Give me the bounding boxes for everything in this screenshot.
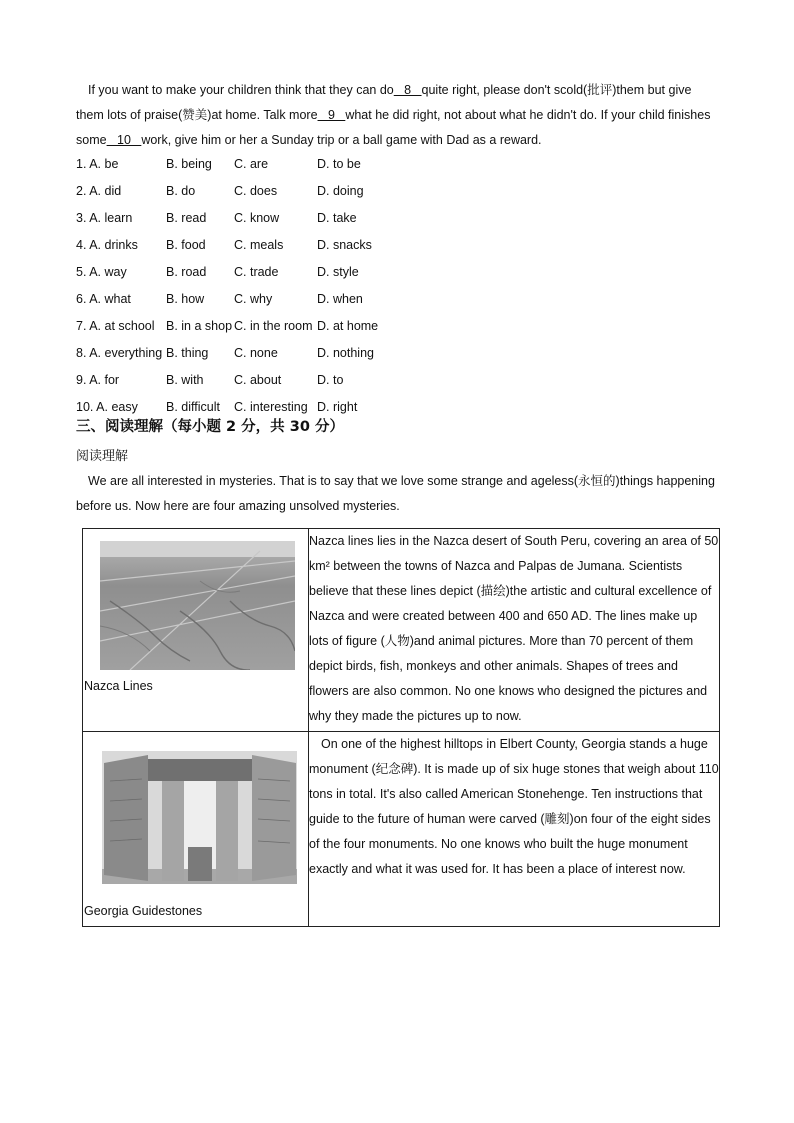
option-d: D. at home: [317, 319, 379, 333]
option-c: C. none: [234, 346, 278, 360]
option-a: 10. A. easy: [76, 400, 138, 414]
option-d: D. doing: [317, 184, 364, 198]
option-c: C. does: [234, 184, 278, 198]
option-d: D. snacks: [317, 238, 372, 252]
reading-intro: We are all interested in mysteries. That is to say that we love some strange and ageless(永恒的)things happening before us. Now here are four amazing unsolved mysteries.: [76, 474, 715, 513]
option-b: B. road: [166, 265, 207, 279]
option-d: D. to: [317, 373, 344, 387]
blank-10: 10: [106, 133, 142, 147]
passage-text: quite right, please don't scold(批评)them but give them lots of praise(赞美)at home. Talk more: [76, 83, 692, 122]
option-b: B. read: [166, 211, 207, 225]
passage-text: what he did right, not about what he didn't do. If your child finishes some: [76, 108, 711, 147]
option-row: [76, 264, 721, 291]
nazca-lines-image: [100, 541, 295, 670]
option-b: B. food: [166, 238, 206, 252]
cloze-passage-end: [76, 78, 721, 153]
option-row: [76, 183, 721, 210]
option-row: [76, 156, 721, 183]
option-c: C. interesting: [234, 400, 308, 414]
option-b: B. how: [166, 292, 205, 306]
table-row: [83, 732, 720, 927]
option-c: C. about: [234, 373, 282, 387]
option-row: [76, 345, 721, 372]
option-a: 7. A. at school: [76, 319, 155, 333]
option-a: 5. A. way: [76, 265, 127, 279]
option-c: C. in the room: [234, 319, 313, 333]
image-cell: [83, 732, 309, 927]
mystery-text: On one of the highest hilltops in Elbert County, Georgia stands a huge monument (纪念碑). It is made up of six huge stones that weigh about 110 tons in total. It's also called American Stonehenge. Ten instructions that guide to the future of human were carved (雕刻)on four of the eight sides of the four monuments. No one knows who built the huge monument exactly and what it was used for. It has been a place of interest now.: [309, 732, 720, 927]
option-row: [76, 318, 721, 345]
mysteries-table: [82, 528, 720, 927]
passage-text: If you want to make your children think that they can do: [88, 83, 394, 97]
option-d: D. right: [317, 400, 358, 414]
image-cell: [83, 529, 309, 732]
section-heading: 三、阅读理解（每小题 2 分，共 30 分）: [76, 419, 344, 435]
option-a: 2. A. did: [76, 184, 122, 198]
option-b: B. thing: [166, 346, 209, 360]
option-c: C. meals: [234, 238, 284, 252]
option-d: D. to be: [317, 157, 361, 171]
option-c: C. trade: [234, 265, 279, 279]
passage-text: work, give him or her a Sunday trip or a ball game with Dad as a reward.: [141, 133, 542, 147]
option-a: 3. A. learn: [76, 211, 133, 225]
option-b: B. do: [166, 184, 196, 198]
option-b: B. being: [166, 157, 212, 171]
option-d: D. take: [317, 211, 357, 225]
option-b: B. difficult: [166, 400, 220, 414]
option-row: [76, 210, 721, 237]
option-row: [76, 372, 721, 399]
option-c: C. know: [234, 211, 280, 225]
option-b: B. with: [166, 373, 204, 387]
option-c: C. why: [234, 292, 273, 306]
document-page: [76, 78, 721, 519]
option-b: B. in a shop: [166, 319, 233, 333]
option-row: [76, 237, 721, 264]
table-row: [83, 529, 720, 732]
mystery-text: Nazca lines lies in the Nazca desert of South Peru, covering an area of 50 km² between the towns of Nazca and Palpas de Jumana. Scientists believe that these lines depict (描绘)the artistic and cultural excellence of Nazca and were created between 400 and 650 AD. The lines make up lots of figure (人物)and animal pictures. More than 70 percent of them depict birds, fish, monkeys and other animals. Shapes of trees and flowers are also common. No one knows who designed the pictures and why they made the pictures up to now.: [309, 529, 720, 732]
blank-8: 8: [393, 83, 422, 97]
answer-options: [76, 156, 721, 426]
option-d: D. when: [317, 292, 363, 306]
image-caption: Georgia Guidestones: [84, 904, 203, 918]
image-caption: Nazca Lines: [84, 679, 153, 693]
option-d: D. style: [317, 265, 359, 279]
georgia-guidestones-image: [102, 751, 297, 884]
option-row: [76, 291, 721, 318]
section-subheading: 阅读理解: [76, 449, 129, 464]
option-c: C. are: [234, 157, 269, 171]
option-a: 9. A. for: [76, 373, 120, 387]
option-d: D. nothing: [317, 346, 374, 360]
blank-9: 9: [317, 108, 346, 122]
option-a: 4. A. drinks: [76, 238, 138, 252]
option-a: 8. A. everything: [76, 346, 163, 360]
option-a: 1. A. be: [76, 157, 119, 171]
option-a: 6. A. what: [76, 292, 131, 306]
